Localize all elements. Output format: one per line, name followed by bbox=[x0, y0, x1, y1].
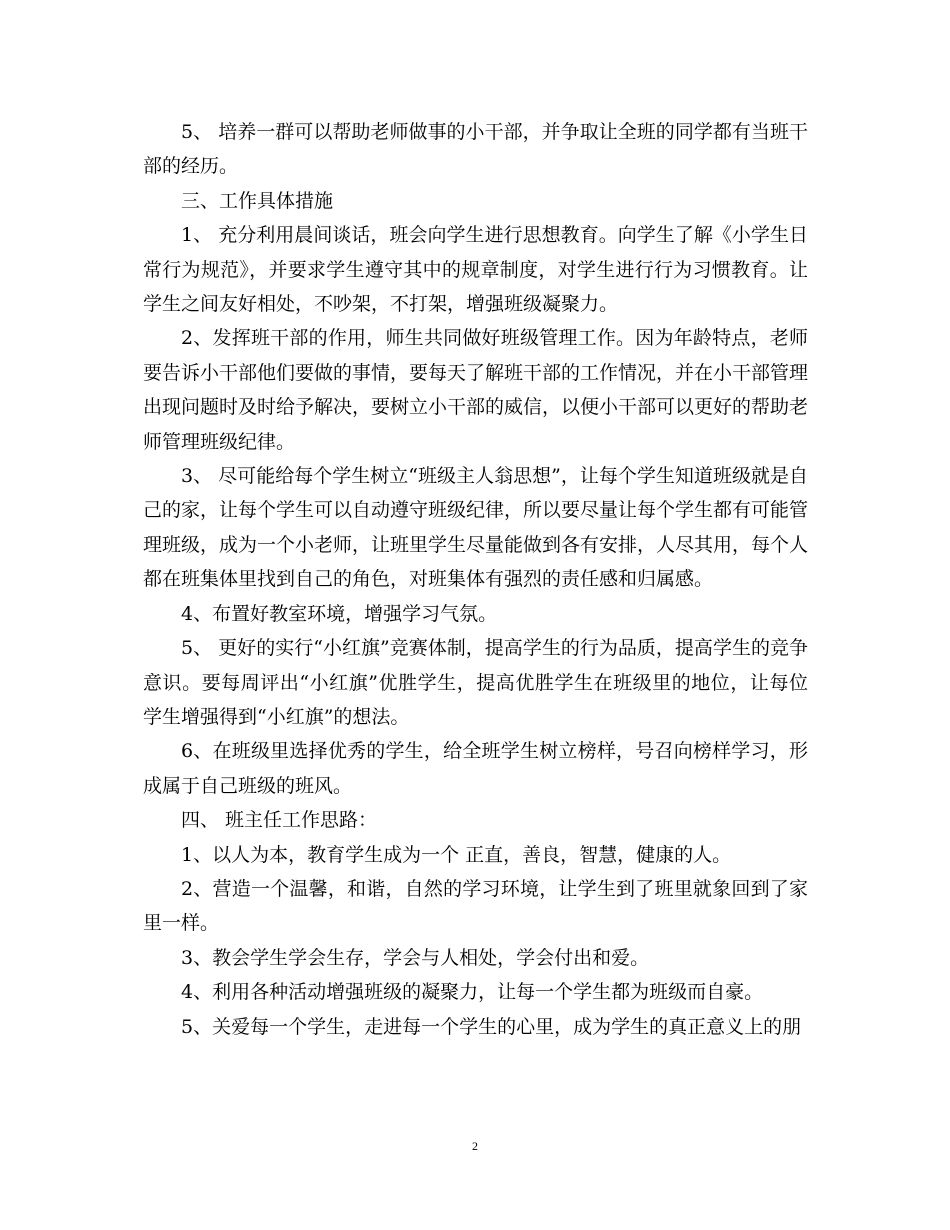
paragraph-care: 5、关爱每一个学生，走进每一个学生的心里，成为学生的真正意义上的朋 bbox=[181, 1015, 802, 1038]
section-heading-approach: 四、 班主任工作思路： bbox=[181, 809, 378, 832]
paragraph-role-models: 6、在班级里选择优秀的学生，给全班学生树立榜样，号召向榜样学习，形成属于自己班级的班风。 bbox=[143, 740, 808, 797]
paragraph-classroom: 4、布置好教室环境，增强学习气氛。 bbox=[181, 602, 498, 625]
paragraph-environment: 2、营造一个温馨，和谐，自然的学习环境，让学生到了班里就象回到了家里一样。 bbox=[143, 877, 808, 935]
paragraph-ownership: 3、 尽可能给每个学生树立“班级主人翁思想”，让每个学生知道班级就是自己的家，让每个学生可以自动遵守班级纪律，所以要尽量让每个学生都有可能管理班级，成为一个小老师，让班里学生尽量能做到各有安排，人尽其用，每个人都在班集体里找到自己的角色，对班集体有强烈的责任感和归属感。 bbox=[143, 465, 809, 591]
paragraph-morning-talk: 1、 充分利用晨间谈话，班会向学生进行思想教育。向学生了解《小学生日常行为规范》，并要求学生遵守其中的规章制度，对学生进行行为习惯教育。让学生之间友好相处，不吵架，不打架，增强班级凝聚力。 bbox=[143, 224, 808, 316]
paragraph-life-skills: 3、教会学生学会生存，学会与人相处，学会付出和爱。 bbox=[181, 946, 650, 969]
paragraph-people-oriented: 1、以人为本，教育学生成为一个 正直，善良，智慧，健康的人。 bbox=[181, 843, 732, 866]
paragraph-red-flag: 5、 更好的实行“小红旗”竞赛体制，提高学生的行为品质，提高学生的竞争意识。要每周评出“小红旗”优胜学生，提高优胜学生在班级里的地位，让每位学生增强得到“小红旗”的想法。 bbox=[143, 637, 808, 728]
paragraph-class-cadres: 2、发挥班干部的作用，师生共同做好班级管理工作。因为年龄特点，老师要告诉小干部他们要做的事情，要每天了解班干部的工作情况，并在小干部管理出现问题时及时给予解决，要树立小干部的威信，以便小干部可以更好的帮助老师管理班级纪律。 bbox=[143, 327, 809, 453]
document-body bbox=[143, 115, 808, 1044]
page-number: 2 bbox=[472, 1139, 478, 1153]
paragraph-cohesion: 4、利用各种活动增强班级的凝聚力，让每一个学生都为班级而自豪。 bbox=[181, 981, 764, 1004]
paragraph-cadre-training: 5、 培养一群可以帮助老师做事的小干部，并争取让全班的同学都有当班干部的经历。 bbox=[143, 121, 808, 178]
section-heading-measures: 三、工作具体措施 bbox=[181, 189, 334, 212]
